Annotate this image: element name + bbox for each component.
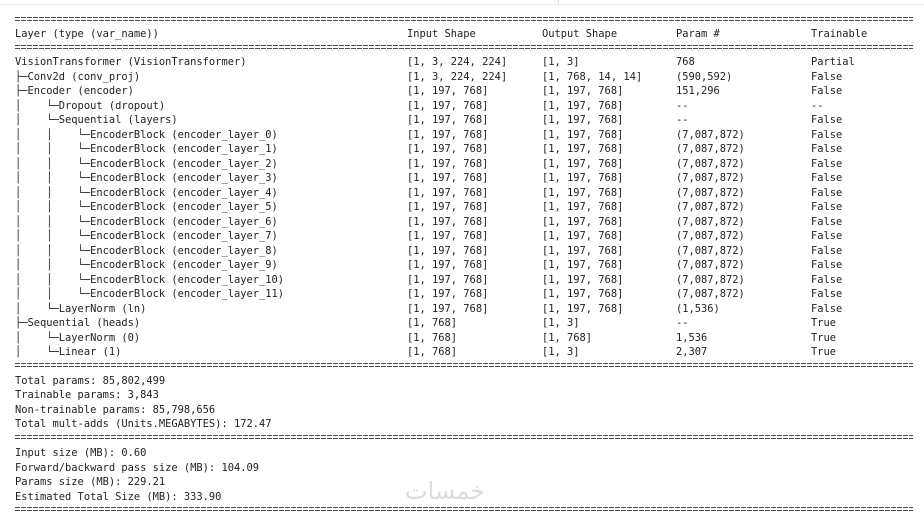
output-shape-cell: [1, 197, 768] xyxy=(542,99,624,112)
param-count-cell: (7,087,872) xyxy=(676,259,745,271)
param-count-cell: (7,087,872) xyxy=(676,172,745,184)
table-row xyxy=(0,99,924,114)
param-count-cell: -- xyxy=(676,114,689,126)
layer-name-cell: │ │ └─EncoderBlock (encoder_layer_0) xyxy=(15,128,278,141)
param-count-cell: 1,536 xyxy=(676,331,708,344)
table-row xyxy=(0,244,924,259)
header-input-shape: Input Shape xyxy=(407,28,476,40)
separator-line xyxy=(15,45,913,51)
estimated-total-size: Estimated Total Size (MB): 333.90 xyxy=(15,491,222,503)
layer-name-cell: │ └─Sequential (layers) xyxy=(15,114,178,126)
input-shape-cell: [1, 197, 768] xyxy=(407,172,489,184)
layer-name-cell: │ └─Linear (1) xyxy=(15,346,122,358)
param-count-cell: -- xyxy=(676,99,689,112)
separator-line xyxy=(15,507,913,513)
trainable-cell: False xyxy=(811,288,843,300)
output-shape-cell: [1, 197, 768] xyxy=(542,259,624,271)
input-shape-cell: [1, 197, 768] xyxy=(407,99,489,112)
input-shape-cell: [1, 197, 768] xyxy=(407,259,489,271)
output-shape-cell: [1, 197, 768] xyxy=(542,244,624,257)
table-row xyxy=(0,302,924,317)
input-shape-cell: [1, 197, 768] xyxy=(407,85,489,97)
layer-name-cell: │ │ └─EncoderBlock (encoder_layer_9) xyxy=(15,259,278,271)
table-row xyxy=(0,113,924,128)
trainable-cell: False xyxy=(811,70,843,83)
trainable-cell: False xyxy=(811,230,843,242)
trainable-cell: Partial xyxy=(811,56,855,68)
table-row xyxy=(0,215,924,230)
input-shape-cell: [1, 197, 768] xyxy=(407,114,489,126)
header-param: Param # xyxy=(676,28,720,40)
trainable-cell: False xyxy=(811,201,843,213)
output-shape-cell: [1, 197, 768] xyxy=(542,273,624,286)
input-shape-cell: [1, 3, 224, 224] xyxy=(407,70,508,83)
layer-name-cell: │ │ └─EncoderBlock (encoder_layer_2) xyxy=(15,157,278,170)
input-shape-cell: [1, 197, 768] xyxy=(407,143,489,155)
layer-name-cell: │ │ └─EncoderBlock (encoder_layer_4) xyxy=(15,186,278,199)
output-shape-cell: [1, 3] xyxy=(542,56,580,68)
layer-name-cell: ├─Conv2d (conv_proj) xyxy=(15,70,141,83)
table-row xyxy=(0,55,924,70)
trainable-cell: False xyxy=(811,186,843,199)
param-count-cell: 768 xyxy=(676,56,695,68)
layer-name-cell: │ │ └─EncoderBlock (encoder_layer_8) xyxy=(15,244,278,257)
table-row xyxy=(0,316,924,331)
separator-line xyxy=(15,435,913,441)
param-count-cell: (7,087,872) xyxy=(676,186,745,199)
trainable-params: Trainable params: 3,843 xyxy=(15,389,159,401)
trainable-cell: False xyxy=(811,259,843,271)
param-count-cell: (7,087,872) xyxy=(676,201,745,213)
param-count-cell: (7,087,872) xyxy=(676,157,745,170)
output-shape-cell: [1, 197, 768] xyxy=(542,288,624,300)
param-count-cell: (7,087,872) xyxy=(676,244,745,257)
layer-name-cell: │ └─Dropout (dropout) xyxy=(15,99,166,112)
watermark-logo: خمسات xyxy=(405,477,486,505)
output-shape-cell: [1, 197, 768] xyxy=(542,172,624,184)
input-shape-cell: [1, 768] xyxy=(407,346,458,358)
params-size: Params size (MB): 229.21 xyxy=(15,476,166,488)
input-shape-cell: [1, 197, 768] xyxy=(407,230,489,242)
table-header xyxy=(0,27,924,42)
trainable-cell: False xyxy=(811,172,843,184)
param-count-cell: (1,536) xyxy=(676,302,720,315)
layer-name-cell: │ └─LayerNorm (ln) xyxy=(15,302,147,315)
table-row xyxy=(0,128,924,143)
output-top-border xyxy=(0,0,924,5)
input-shape-cell: [1, 197, 768] xyxy=(407,288,489,300)
layer-name-cell: │ │ └─EncoderBlock (encoder_layer_11) xyxy=(15,288,284,300)
table-row xyxy=(0,142,924,157)
layer-name-cell: │ │ └─EncoderBlock (encoder_layer_10) xyxy=(15,273,284,286)
trainable-cell: -- xyxy=(811,99,824,112)
separator-line xyxy=(15,17,913,23)
trainable-cell: False xyxy=(811,215,843,228)
table-row xyxy=(0,287,924,302)
input-shape-cell: [1, 197, 768] xyxy=(407,186,489,199)
non-trainable-params: Non-trainable params: 85,798,656 xyxy=(15,404,216,416)
output-shape-cell: [1, 197, 768] xyxy=(542,201,624,213)
input-shape-cell: [1, 197, 768] xyxy=(407,215,489,228)
output-shape-cell: [1, 197, 768] xyxy=(542,230,624,242)
output-shape-cell: [1, 197, 768] xyxy=(542,85,624,97)
layer-name-cell: │ │ └─EncoderBlock (encoder_layer_1) xyxy=(15,143,278,155)
trainable-cell: False xyxy=(811,244,843,257)
layer-name-cell: ├─Sequential (heads) xyxy=(15,317,141,329)
input-shape-cell: [1, 768] xyxy=(407,331,458,344)
param-count-cell: (7,087,872) xyxy=(676,143,745,155)
input-shape-cell: [1, 197, 768] xyxy=(407,244,489,257)
separator-line xyxy=(15,363,913,369)
output-shape-cell: [1, 768] xyxy=(542,331,593,344)
input-shape-cell: [1, 197, 768] xyxy=(407,201,489,213)
param-count-cell: -- xyxy=(676,317,689,329)
header-layer: Layer (type (var_name)) xyxy=(15,28,159,40)
table-row xyxy=(0,171,924,186)
trainable-cell: False xyxy=(811,273,843,286)
param-count-cell: (7,087,872) xyxy=(676,128,745,141)
param-count-cell: 151,296 xyxy=(676,85,720,97)
layer-name-cell: VisionTransformer (VisionTransformer) xyxy=(15,56,247,68)
layer-name-cell: │ └─LayerNorm (0) xyxy=(15,331,141,344)
trainable-cell: False xyxy=(811,143,843,155)
output-shape-cell: [1, 197, 768] xyxy=(542,114,624,126)
output-shape-cell: [1, 3] xyxy=(542,346,580,358)
table-row xyxy=(0,345,924,360)
output-shape-cell: [1, 768, 14, 14] xyxy=(542,70,643,83)
table-row xyxy=(0,200,924,215)
output-shape-cell: [1, 197, 768] xyxy=(542,128,624,141)
input-shape-cell: [1, 197, 768] xyxy=(407,302,489,315)
input-shape-cell: [1, 3, 224, 224] xyxy=(407,56,508,68)
output-shape-cell: [1, 197, 768] xyxy=(542,215,624,228)
trainable-cell: False xyxy=(811,157,843,170)
layer-name-cell: │ │ └─EncoderBlock (encoder_layer_6) xyxy=(15,215,278,228)
trainable-cell: True xyxy=(811,331,837,344)
table-row xyxy=(0,157,924,172)
param-count-cell: (7,087,872) xyxy=(676,273,745,286)
total-params: Total params: 85,802,499 xyxy=(15,375,166,387)
param-count-cell: (7,087,872) xyxy=(676,288,745,300)
param-count-cell: (7,087,872) xyxy=(676,215,745,228)
layer-name-cell: ├─Encoder (encoder) xyxy=(15,85,134,97)
input-size: Input size (MB): 0.60 xyxy=(15,447,147,459)
trainable-cell: False xyxy=(811,302,843,315)
trainable-cell: False xyxy=(811,128,843,141)
trainable-cell: False xyxy=(811,85,843,97)
table-row xyxy=(0,229,924,244)
param-count-cell: 2,307 xyxy=(676,346,708,358)
table-row xyxy=(0,186,924,201)
table-row xyxy=(0,258,924,273)
output-shape-cell: [1, 197, 768] xyxy=(542,157,624,170)
table-row xyxy=(0,331,924,346)
forward-backward-pass-size: Forward/backward pass size (MB): 104.09 xyxy=(15,462,259,474)
layer-name-cell: │ │ └─EncoderBlock (encoder_layer_3) xyxy=(15,172,278,184)
total-mult-adds: Total mult-adds (Units.MEGABYTES): 172.47 xyxy=(15,418,272,430)
layer-name-cell: │ │ └─EncoderBlock (encoder_layer_7) xyxy=(15,230,278,242)
input-shape-cell: [1, 197, 768] xyxy=(407,273,489,286)
table-row xyxy=(0,273,924,288)
input-shape-cell: [1, 768] xyxy=(407,317,458,329)
trainable-cell: True xyxy=(811,346,837,358)
trainable-cell: True xyxy=(811,317,837,329)
output-shape-cell: [1, 3] xyxy=(542,317,580,329)
param-count-cell: (590,592) xyxy=(676,70,733,83)
output-shape-cell: [1, 197, 768] xyxy=(542,302,624,315)
param-count-cell: (7,087,872) xyxy=(676,230,745,242)
header-output-shape: Output Shape xyxy=(542,28,618,40)
input-shape-cell: [1, 197, 768] xyxy=(407,157,489,170)
header-trainable: Trainable xyxy=(811,28,868,40)
input-shape-cell: [1, 197, 768] xyxy=(407,128,489,141)
output-shape-cell: [1, 197, 768] xyxy=(542,143,624,155)
table-row xyxy=(0,70,924,85)
output-shape-cell: [1, 197, 768] xyxy=(542,186,624,199)
layer-name-cell: │ │ └─EncoderBlock (encoder_layer_5) xyxy=(15,201,278,213)
table-row xyxy=(0,84,924,99)
trainable-cell: False xyxy=(811,114,843,126)
